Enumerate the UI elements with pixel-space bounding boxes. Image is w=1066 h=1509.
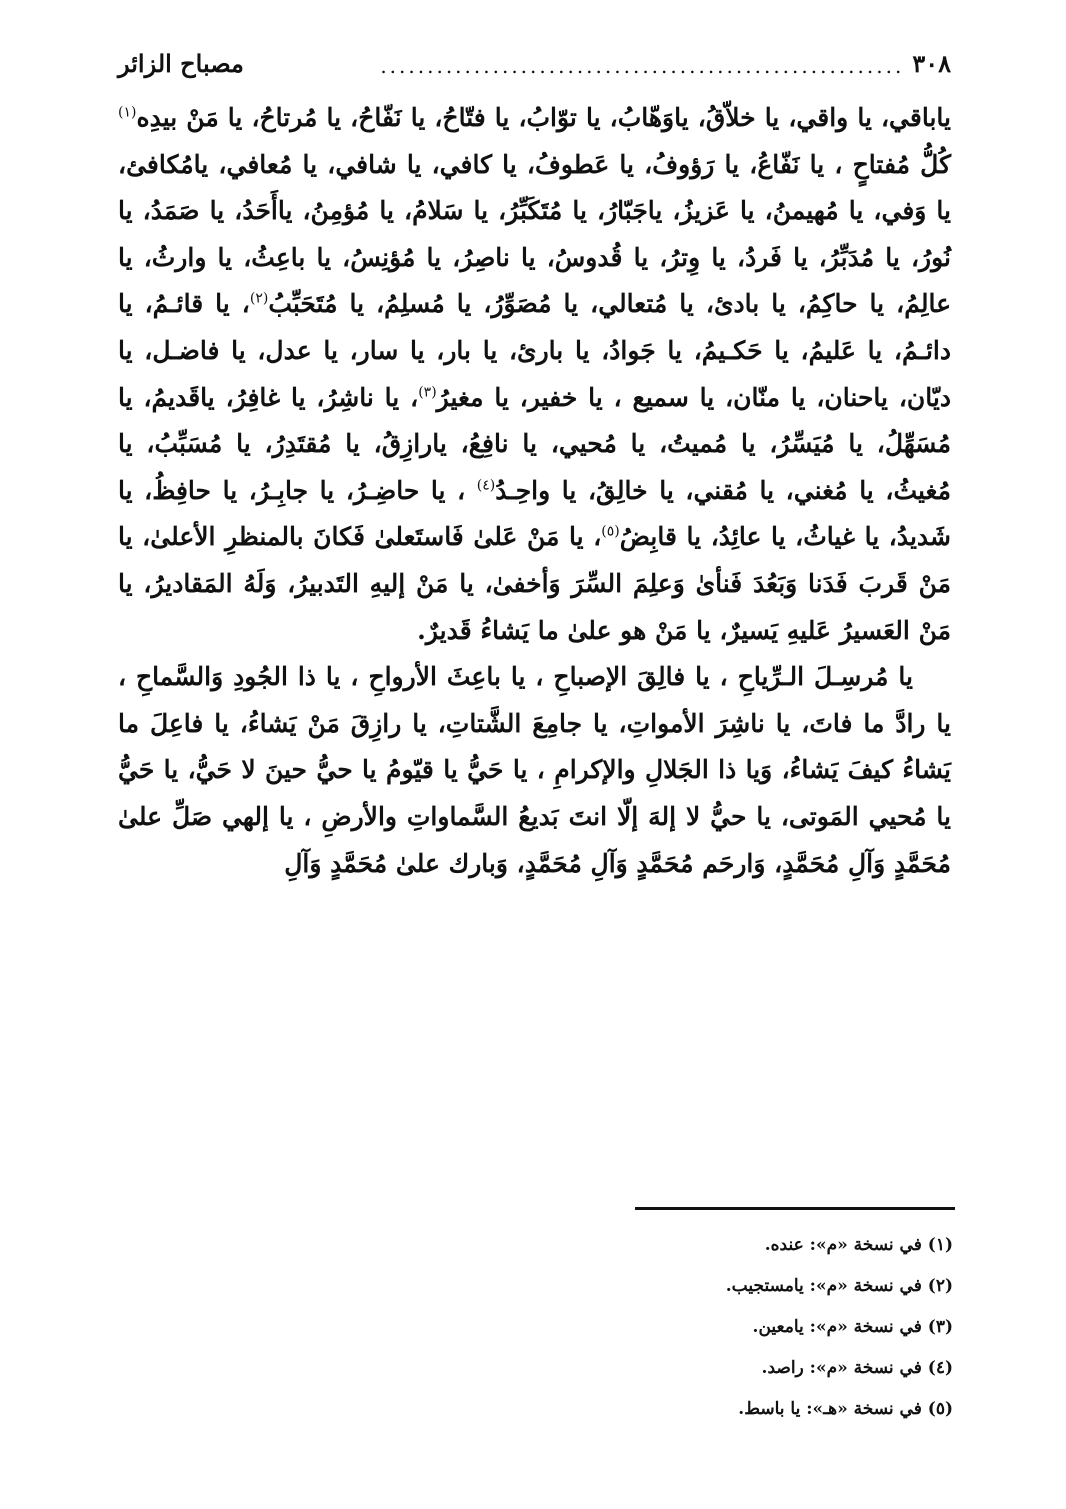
text-run: ، يا حاضِـرُ، يا جابِـرُ، يا حافِظُ، يا شَديدُ، يا غياثُ، يا عائِدُ، يا قابِضُ xyxy=(118,475,952,552)
text-run: ياباقي، يا واقي، يا خلاّقُ، ياوَهّابُ، يا توّابُ، يا فتّاحُ، يا نَفّاحُ، يا مُرتاحُ، يا مَنْ بيدِه xyxy=(136,103,951,132)
footnote: (٢) في نسخة «م»: يامستجيب. xyxy=(725,1276,953,1296)
text-run: ، يا مَنْ عَلىٰ فَاستَعلىٰ فَكانَ بالمنظرِ الأعلىٰ، يا مَنْ قَربَ فَدَنا وَبَعُدَ فَنأىٰ وَعلِمَ السِّرَ وَأخفىٰ، يا مَنْ إليهِ التَدبيرُ، وَلَهُ المَقاديرُ، يا مَنْ العَسيرُ عَليهِ يَسيرٌ، يا مَنْ هو علىٰ ما يَشاءُ قَديرٌ. xyxy=(118,522,951,645)
footnote-marker: (٥) xyxy=(601,524,620,541)
book-title: مصباح الزائر xyxy=(118,48,244,78)
footnote-marker: (١) xyxy=(118,104,137,121)
paragraph xyxy=(118,95,951,654)
footnote-marker: (٤) xyxy=(476,477,496,494)
footnote: (٣) في نسخة «م»: يامعين. xyxy=(752,1317,953,1337)
footnote: (٤) في نسخة «م»: راصد. xyxy=(761,1358,953,1378)
text-run: كُلُّ مُفتاحٍ ، يا نَفّاعُ، يا رَؤوفُ، يا عَطوفُ، يا كافي، يا شافي، يا مُعافي، يامُكافئ، يا وَفي، يا مُهيمنُ، يا عَزيزُ، ياجَبّارُ، يا مُتَكَبِّرُ، يا سَلامُ، يا مُؤمِنُ، ياأَحَدُ، يا صَمَدُ، يا نُورُ، يا مُدَبِّرُ، يا فَردُ، يا وِترُ، يا قُدوسُ، يا ناصِرُ، يا مُؤنِسُ، يا باعِثُ، يا وارثُ، يا عالِمُ، يا حاكِمُ، يا بادئ، يا مُتعالي، يا مُصَوِّرُ، يا مُسلِمُ، يا مُتَحَبِّبُ xyxy=(118,149,951,319)
page-header xyxy=(118,38,951,88)
paragraph: يا مُرسِـلَ الـرِّياحِ ، يا فالِقَ الإصباحِ ، يا باعِثَ الأرواحِ ، يا ذا الجُودِ وَالسَّماحِ ، يا رادَّ ما فاتَ، يا ناشِرَ الأمواتِ، يا جامِعَ الشَّتاتِ، يا رازِقَ مَنْ يَشاءُ، يا فاعِلَ ما يَشاءُ كيفَ يَشاءُ، وَيا ذا الجَلالِ والإكرامِ ، يا حَيُّ يا قيّومُ يا حيُّ حينَ لا حَيُّ، يا حَيُّ يا مُحيي المَوتى، يا حيُّ لا إلهَ إلّا انتَ بَديعُ السَّماواتِ والأرضِ ، يا إلهي صَلِّ علىٰ مُحَمَّدٍ وَآلِ مُحَمَّدٍ، وَارحَم مُحَمَّدٍ وَآلِ مُحَمَّدٍ، وَبارك علىٰ مُحَمَّدٍ وَآلِ xyxy=(118,662,951,878)
header-leader-dots: ........................................................ xyxy=(380,54,905,76)
footnote-separator xyxy=(635,1207,955,1210)
footnote-marker: (٢) xyxy=(249,291,269,308)
footnote: (١) في نسخة «م»: عنده. xyxy=(764,1235,953,1255)
text-run: ، يا ناشِرُ، يا غافِرُ، ياقَديمُ، يا مُسَهِّلُ، يا مُيَسِّرُ، يا مُميتُ، يا مُحيي، يا نافِعُ، يارازِقُ، يا مُقتَدِرُ، يا مُسَبِّبُ، يا مُغيثُ، يا مُغني، يا مُقني، يا خالِقُ، يا واحِـدُ xyxy=(118,382,951,505)
footnote: (٥) في نسخة «هـ»: يا باسط. xyxy=(738,1399,953,1419)
page-number: ٣٠٨ xyxy=(912,48,951,78)
footnote-marker: (٣) xyxy=(418,384,437,401)
footnotes xyxy=(300,1225,953,1430)
text-run: ، يا قائـمُ، يا دائـمُ، يا عَليمُ، يا حَكـيمُ، يا جَوادُ، يا بارئ، يا بار، يا سار، يا عدل، يا فاضـل، يا ديّان، ياحنان، يا منّان، يا سميع ، يا خفير، يا مغيرُ xyxy=(118,289,951,412)
body-text xyxy=(118,95,951,887)
